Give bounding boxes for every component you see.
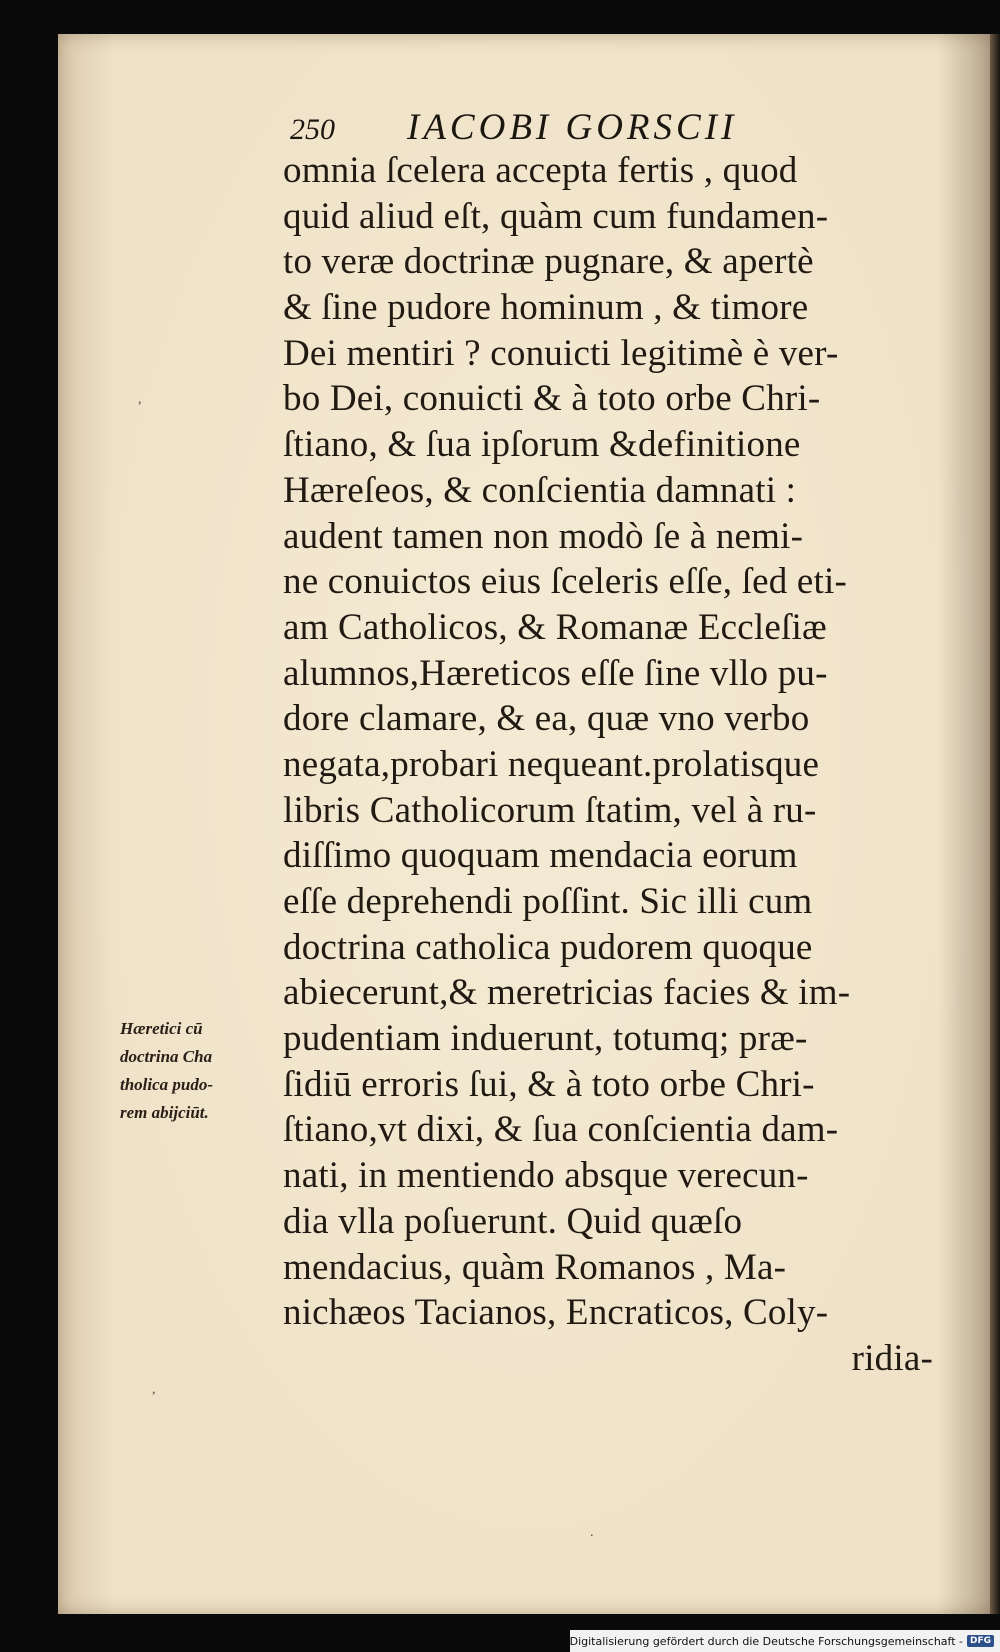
page-number: 250	[290, 113, 335, 146]
text-line: ne conuictos eius ſceleris eſſe, ſed eti-	[283, 561, 848, 603]
text-line: audent tamen non modò ſe à nemi-	[283, 515, 804, 557]
text-line: pudentiam induerunt, totumq; præ-	[283, 1018, 808, 1060]
text-line: ſidiū erroris ſui, & à toto orbe Chri-	[283, 1063, 815, 1105]
page-edge	[990, 34, 1000, 1614]
text-line: bo Dei, conuicti & à toto orbe Chri-	[283, 378, 821, 420]
text-line: & ſine pudore hominum , & timore	[283, 287, 809, 329]
text-line: ſtiano,vt dixi, & ſua conſcientia dam-	[283, 1109, 839, 1151]
text-line: Dei mentiri ? conuicti legitimè è ver-	[283, 332, 839, 374]
text-line: alumnos,Hæreticos eſſe ſine vllo pu-	[283, 652, 828, 694]
text-line: quid aliud eſt, quàm cum fundamen-	[283, 195, 829, 237]
text-line: abiecerunt,& meretricias facies & im-	[283, 972, 851, 1014]
running-title: IACOBI GORSCII	[407, 107, 738, 148]
text-line: libris Catholicorum ſtatim, vel à ru-	[283, 789, 817, 831]
marginal-note-line: Hæretici cū	[120, 1019, 203, 1038]
text-line: mendacius, quàm Romanos , Ma-	[283, 1246, 787, 1288]
body-text	[283, 148, 943, 1382]
footer-credit-text: Digitalisierung gefördert durch die Deutsche Forschungsgemeinschaft -	[569, 1634, 963, 1648]
dfg-logo-icon: DFG	[967, 1635, 994, 1647]
text-line: negata,probari nequeant.prolatisque	[283, 743, 820, 785]
text-line: am Catholicos, & Romanæ Eccleſiæ	[283, 606, 827, 648]
text-line: ſtiano, & ſua ipſorum &definitione	[283, 424, 801, 466]
running-head	[290, 106, 860, 146]
marginal-note	[120, 1015, 280, 1127]
marginal-note-line: rem abijciūt.	[120, 1103, 209, 1122]
text-line: dore clamare, & ea, quæ vno verbo	[283, 698, 810, 740]
marginal-note-line: tholica pudo-	[120, 1075, 214, 1094]
text-line: doctrina catholica pudorem quoque	[283, 926, 813, 968]
text-line: dia vlla poſuerunt. Quid quæſo	[283, 1200, 743, 1242]
marginal-note-line: doctrina Cha	[120, 1047, 213, 1066]
text-line: nichæos Tacianos, Encraticos, Coly-	[283, 1292, 829, 1334]
catchword: ridia-	[851, 1337, 933, 1379]
text-line: Hæreſeos, & conſcientia damnati :	[283, 469, 797, 511]
paper-speck-mark: .	[590, 1525, 594, 1540]
text-line: omnia ſcelera accepta fertis , quod	[283, 150, 798, 191]
digitization-footer	[570, 1630, 1000, 1652]
paper-speck-mark: ,	[138, 392, 142, 407]
paper-speck-mark: ,	[152, 1382, 156, 1397]
text-line: to veræ doctrinæ pugnare, & apertè	[283, 241, 814, 283]
text-line: diſſimo quoquam mendacia eorum	[283, 835, 798, 877]
text-line: nati, in mentiendo absque verecun-	[283, 1155, 809, 1197]
text-line: eſſe deprehendi poſſint. Sic illi cum	[283, 881, 813, 922]
